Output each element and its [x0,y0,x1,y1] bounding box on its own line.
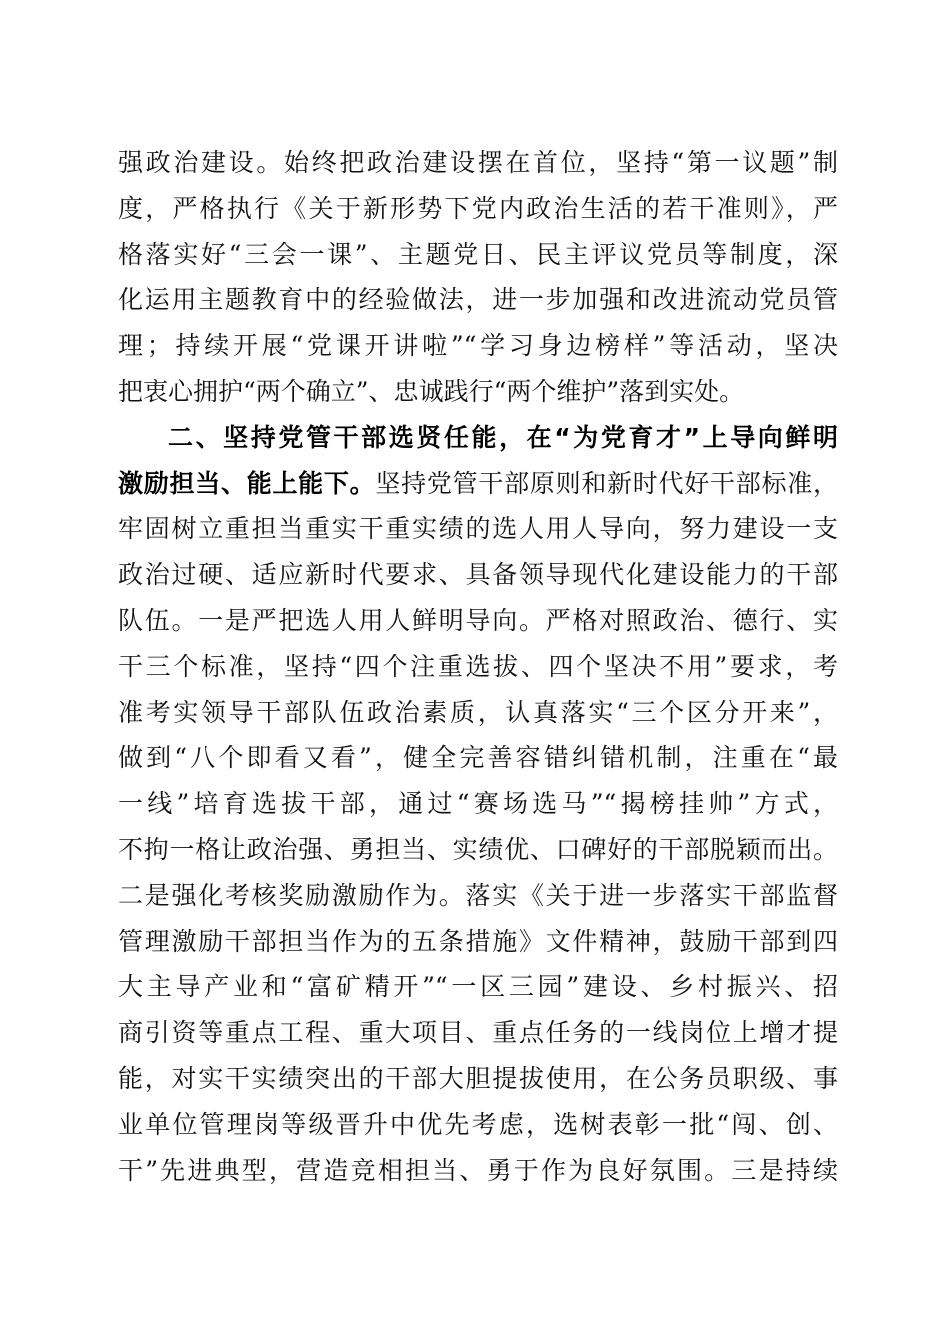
text-run: 把衷心拥护“两个确立”、忠诚践行“两个维护”落到实处。 [118,376,745,406]
text-line [118,506,838,552]
text-run: 业单位管理岗等级晋升中优先考虑，选树表彰一批“闯、创、 [118,1109,838,1139]
text-line [118,873,838,919]
text-run: 坚持党管干部原则和新时代好干部标准， [375,468,838,498]
text-run: 队伍。一是严把选人用人鲜明导向。严格对照政治、德行、实 [118,605,838,635]
text-line [118,552,838,598]
text-line [118,964,838,1010]
text-line [118,140,838,186]
text-run: 大主导产业和“富矿精开”“一区三园”建设、乡村振兴、招 [118,972,838,1002]
text-line [118,598,838,644]
text-line [118,186,838,232]
text-line [118,1010,838,1056]
text-run: 格落实好“三会一课”、主题党日、民主评议党员等制度，深 [118,239,838,269]
text-line [118,644,838,690]
document-body [118,140,838,1193]
text-line [118,277,838,323]
text-line [118,827,838,873]
text-run: 度，严格执行《关于新形势下党内政治生活的若干准则》，严 [118,193,838,223]
section-heading-line [118,415,838,461]
text-run: 化运用主题教育中的经验做法，进一步加强和改进流动党员管 [118,285,838,315]
text-line [118,461,838,507]
text-run: 管理激励干部担当作为的五条措施》文件精神，鼓励干部到四 [118,926,838,956]
text-line [118,1148,838,1194]
text-line [118,1056,838,1102]
text-run: 政治过硬、适应新时代要求、具备领导现代化建设能力的干部 [118,560,838,590]
text-line [118,323,838,369]
text-line [118,232,838,278]
text-run: 牢固树立重担当重实干重实绩的选人用人导向，努力建设一支 [118,514,838,544]
text-run: 不拘一格让政治强、勇担当、实绩优、口碑好的干部脱颖而出。 [118,834,838,864]
text-run: 商引资等重点工程、重大项目、重点任务的一线岗位上增才提 [118,1018,838,1048]
text-run: 理；持续开展“党课开讲啦”“学习身边榜样”等活动，坚决 [118,331,838,361]
text-line [118,1102,838,1148]
bold-run: 二、坚持党管干部选贤任能，在“为党育才”上导向鲜明 [168,422,838,452]
text-run: 干”先进典型，营造竞相担当、勇于作为良好氛围。三是持续 [118,1155,838,1185]
text-run: 准考实领导干部队伍政治素质，认真落实“三个区分开来”， [118,697,838,727]
text-line [118,781,838,827]
text-line [118,690,838,736]
text-run: 强政治建设。始终把政治建设摆在首位，坚持“第一议题”制 [118,148,838,177]
text-line [118,369,838,415]
text-line [118,919,838,965]
bold-run: 激励担当、能上能下。 [118,468,376,498]
text-line [118,735,838,781]
text-run: 干三个标准，坚持“四个注重选拔、四个坚决不用”要求，考 [118,651,838,681]
text-run: 一线”培育选拔干部，通过“赛场选马”“揭榜挂帅”方式， [118,789,838,819]
text-run: 做到“八个即看又看”，健全完善容错纠错机制，注重在“最 [118,743,838,773]
text-run: 能，对实干实绩突出的干部大胆提拔使用，在公务员职级、事 [118,1063,838,1093]
text-run: 二是强化考核奖励激励作为。落实《关于进一步落实干部监督 [118,880,838,910]
